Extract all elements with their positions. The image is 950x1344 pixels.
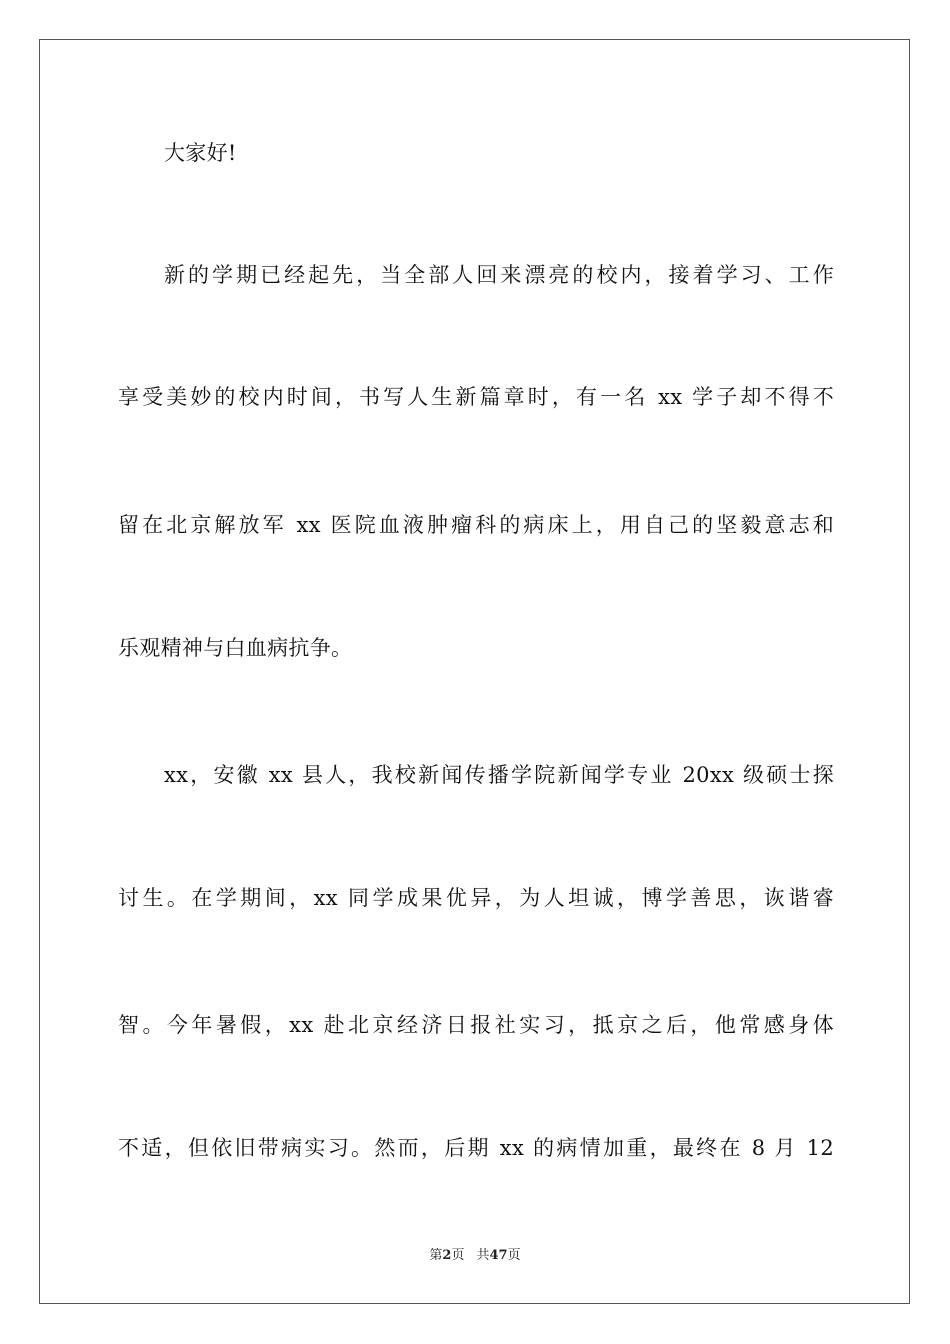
page-border: [39, 39, 910, 1304]
paragraph-2-line-3: 智。今年暑假，xx 赴北京经济日报社实习，抵京之后，他常感身体: [118, 1013, 834, 1037]
paragraph-1-line-3: 留在北京解放军 xx 医院血液肿瘤科的病床上，用自己的坚毅意志和: [118, 513, 834, 537]
paragraph-1-line-1: 新的学期已经起先，当全部人回来漂亮的校内，接着学习、工作: [164, 263, 834, 287]
paragraph-1-line-4: 乐观精神与白血病抗争。: [118, 636, 353, 660]
total-label-prefix: 共: [476, 1248, 490, 1263]
page-label-prefix: 第: [429, 1248, 443, 1263]
paragraph-1-line-2: 享受美妙的校内时间，书写人生新篇章时，有一名 xx 学子却不得不: [118, 385, 834, 409]
paragraph-2-line-1: xx，安徽 xx 县人，我校新闻传播学院新闻学专业 20xx 级硕士探: [164, 763, 834, 787]
total-page-number: 47: [489, 1248, 508, 1263]
page-footer: [0, 1247, 950, 1265]
current-page-number: 2: [442, 1248, 452, 1263]
greeting-line: 大家好!: [164, 141, 237, 165]
paragraph-2-line-2: 讨生。在学期间，xx 同学成果优异，为人坦诚，博学善思，诙谐睿: [118, 886, 834, 910]
page-label-suffix: 页: [451, 1248, 465, 1263]
total-label-suffix: 页: [507, 1248, 521, 1263]
paragraph-2-line-4: 不适，但依旧带病实习。然而，后期 xx 的病情加重，最终在 8 月 12: [118, 1136, 834, 1160]
